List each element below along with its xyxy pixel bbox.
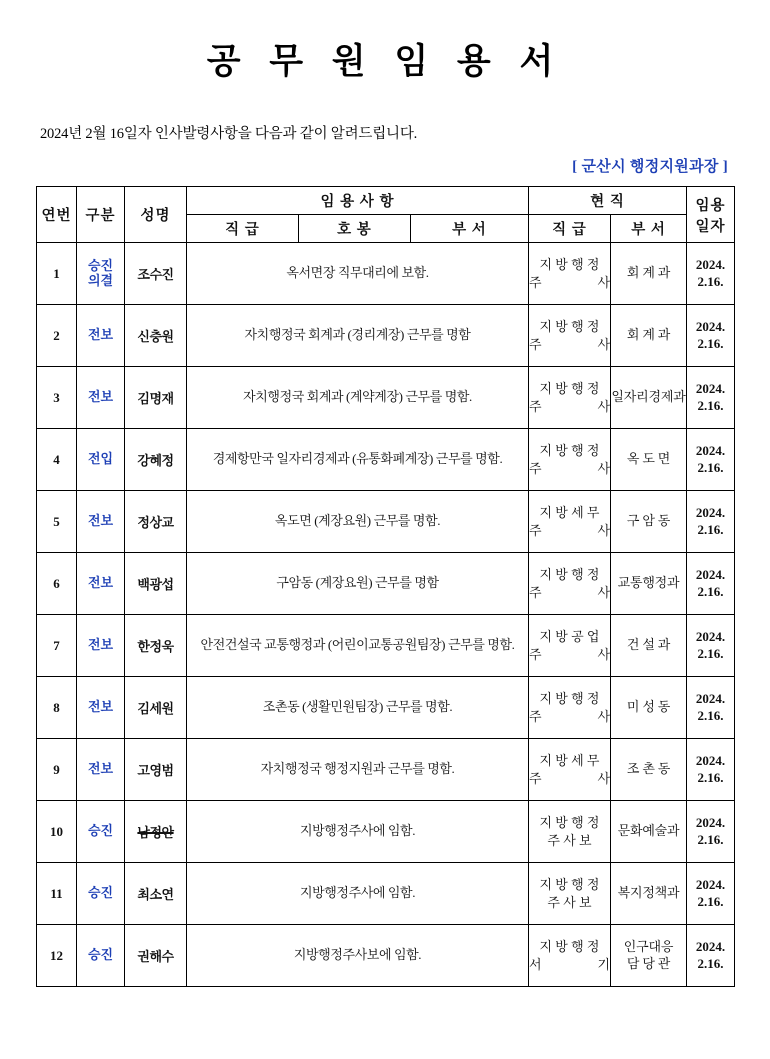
current-jikgeup-line2-left: 주 [529,336,542,352]
current-jikgeup-line2-left: 주 [529,770,542,786]
current-jikgeup-line2-right: 사 [597,336,610,352]
cell-name [125,305,187,367]
cell-name [125,677,187,739]
cell-current-jikgeup [529,429,611,491]
cell-no: 7 [37,615,77,677]
cell-gubun [77,553,125,615]
cell-no: 10 [37,801,77,863]
cell-appointment-detail: 자치행정국 행정지원과 근무를 명함. [187,739,529,801]
cell-name [125,801,187,863]
cell-current-buseo: 복지정책과 [611,863,687,925]
gubun-line1: 승진 [87,257,114,273]
name-text: 백광섭 [137,577,174,592]
cell-no: 4 [37,429,77,491]
current-jikgeup-line1: 지 방 행 정 [539,380,600,396]
cell-name [125,367,187,429]
header-current-jikgeup: 직 급 [529,215,611,243]
current-jikgeup-line2-left: 주 사 보 [547,832,592,848]
table-row [37,739,735,801]
cell-name [125,925,187,987]
cell-current-buseo: 문화예술과 [611,801,687,863]
date-line2: 2.16. [697,459,724,475]
current-jikgeup-line2 [529,336,610,354]
current-jikgeup-line2-left: 주 [529,646,542,662]
issuer-text: [ 군산시 행정지원과장 ] [572,159,728,175]
table-row [37,615,735,677]
cell-date [687,925,735,987]
date-line1: 2024. [695,815,726,831]
gubun-line1: 전보 [87,575,114,591]
cell-date [687,243,735,305]
header-buseo: 부 서 [411,215,529,243]
table-row [37,491,735,553]
current-jikgeup-line1: 지 방 행 정 [539,318,600,334]
cell-date [687,739,735,801]
header-date-line1: 임용 [695,197,726,214]
header-date [687,187,735,243]
cell-no: 12 [37,925,77,987]
cell-gubun [77,677,125,739]
current-jikgeup-line2-right: 사 [597,584,610,600]
name-text: 조수진 [137,267,174,282]
table-row [37,553,735,615]
cell-appointment-detail: 안전건설국 교통행정과 (어린이교통공원팀장) 근무를 명함. [187,615,529,677]
current-jikgeup-line1: 지 방 행 정 [539,814,600,830]
header-date-line2: 일자 [695,218,726,235]
cell-appointment-detail: 옥서면장 직무대리에 보함. [187,243,529,305]
cell-no: 6 [37,553,77,615]
current-jikgeup-line2 [529,894,610,912]
date-line1: 2024. [695,753,726,769]
name-text: 고영범 [137,763,174,778]
gubun-line1: 승진 [87,947,114,963]
name-text: 김세원 [137,701,174,716]
cell-date [687,615,735,677]
cell-no: 8 [37,677,77,739]
cell-current-jikgeup [529,863,611,925]
date-line1: 2024. [695,257,726,273]
current-jikgeup-line2 [529,770,610,788]
cell-date [687,863,735,925]
cell-current-buseo [611,925,687,987]
current-jikgeup-line2 [529,832,610,850]
cell-current-buseo: 구 암 동 [611,491,687,553]
cell-gubun [77,739,125,801]
current-jikgeup-line2 [529,274,610,292]
gubun-line1: 전입 [87,451,114,467]
cell-appointment-detail: 경제항만국 일자리경제과 (유통화폐계장) 근무를 명함. [187,429,529,491]
name-text: 정상교 [137,515,174,530]
cell-date [687,367,735,429]
current-jikgeup-line2 [529,522,610,540]
date-line2: 2.16. [697,521,724,537]
table-row [37,925,735,987]
date-line1: 2024. [695,505,726,521]
cell-name [125,553,187,615]
current-jikgeup-line1: 지 방 세 무 [539,504,600,520]
current-jikgeup-line2-left: 서 [529,956,542,972]
date-line2: 2.16. [697,707,724,723]
current-jikgeup-line2-right: 사 [597,770,610,786]
cell-appointment-detail: 지방행정주사에 임함. [187,863,529,925]
cell-current-jikgeup [529,801,611,863]
current-jikgeup-line2-left: 주 [529,274,542,290]
current-jikgeup-line2-left: 주 [529,584,542,600]
cell-gubun [77,615,125,677]
current-jikgeup-line2-right: 사 [597,708,610,724]
cell-appointment-detail: 지방행정주사보에 임함. [187,925,529,987]
header-jikgeup: 직 급 [187,215,299,243]
current-jikgeup-line2-left: 주 [529,398,542,414]
cell-gubun [77,243,125,305]
cell-current-buseo: 건 설 과 [611,615,687,677]
cell-current-jikgeup [529,925,611,987]
cell-no: 2 [37,305,77,367]
current-jikgeup-line2-right: 사 [597,274,610,290]
name-text: 최소연 [137,887,174,902]
cell-name [125,429,187,491]
cell-current-jikgeup [529,243,611,305]
gubun-line1: 전보 [87,327,114,343]
date-line1: 2024. [695,939,726,955]
date-line1: 2024. [695,567,726,583]
current-jikgeup-line2 [529,460,610,478]
cell-gubun [77,491,125,553]
intro-text: 2024년 2월 16일자 인사발령사항을 다음과 같이 알려드립니다. [40,126,418,142]
cell-current-jikgeup [529,615,611,677]
date-line2: 2.16. [697,955,724,971]
current-jikgeup-line1: 지 방 공 업 [539,628,600,644]
cell-current-buseo: 미 성 동 [611,677,687,739]
cell-current-jikgeup [529,677,611,739]
current-jikgeup-line2 [529,398,610,416]
table-row [37,367,735,429]
cell-gubun [77,925,125,987]
cell-gubun [77,429,125,491]
cell-gubun [77,367,125,429]
cell-date [687,677,735,739]
cell-date [687,553,735,615]
cell-current-buseo: 교통행정과 [611,553,687,615]
cell-date [687,305,735,367]
name-text: 남정안 [137,825,174,840]
current-jikgeup-line2 [529,956,610,974]
header-appointment-group: 임 용 사 항 [187,187,529,215]
date-line1: 2024. [695,877,726,893]
name-text: 신충원 [137,329,174,344]
current-jikgeup-line2 [529,584,610,602]
document-page [0,34,770,1059]
current-buseo-line1: 인구대응 [623,939,674,955]
cell-gubun [77,863,125,925]
header-hobong: 호 봉 [299,215,411,243]
cell-name [125,863,187,925]
cell-appointment-detail: 구암동 (계장요원) 근무를 명함 [187,553,529,615]
gubun-line1: 전보 [87,513,114,529]
current-jikgeup-line1: 지 방 행 정 [539,876,600,892]
cell-date [687,491,735,553]
date-line2: 2.16. [697,769,724,785]
date-line2: 2.16. [697,893,724,909]
current-jikgeup-line2-right: 사 [597,398,610,414]
cell-current-jikgeup [529,367,611,429]
name-text: 김명재 [137,391,174,406]
gubun-line1: 전보 [87,761,114,777]
cell-name [125,491,187,553]
current-jikgeup-line1: 지 방 행 정 [539,256,600,272]
cell-current-buseo: 조 촌 동 [611,739,687,801]
table-row [37,677,735,739]
cell-current-jikgeup [529,305,611,367]
cell-current-buseo: 회 계 과 [611,305,687,367]
current-jikgeup-line1: 지 방 행 정 [539,690,600,706]
gubun-line1: 승진 [87,885,114,901]
date-line2: 2.16. [697,397,724,413]
current-jikgeup-line2-right: 사 [597,522,610,538]
date-line1: 2024. [695,629,726,645]
cell-appointment-detail: 지방행정주사에 임함. [187,801,529,863]
current-jikgeup-line2 [529,646,610,664]
cell-appointment-detail: 자치행정국 회계과 (계약계장) 근무를 명함. [187,367,529,429]
date-line2: 2.16. [697,583,724,599]
header-current-group: 현 직 [529,187,687,215]
cell-current-buseo: 옥 도 면 [611,429,687,491]
cell-current-jikgeup [529,739,611,801]
current-jikgeup-line2-right: 사 [597,460,610,476]
current-jikgeup-line2-left: 주 [529,522,542,538]
cell-appointment-detail: 조촌동 (생활민원팀장) 근무를 명함. [187,677,529,739]
cell-current-jikgeup [529,491,611,553]
cell-name [125,739,187,801]
table-row [37,863,735,925]
current-jikgeup-line2 [529,708,610,726]
date-line2: 2.16. [697,335,724,351]
current-jikgeup-line2-left: 주 [529,460,542,476]
date-line2: 2.16. [697,831,724,847]
current-jikgeup-line1: 지 방 행 정 [539,938,600,954]
page-title: 공 무 원 임 용 서 [206,42,564,81]
appointment-table [36,186,735,987]
date-line1: 2024. [695,443,726,459]
cell-no: 5 [37,491,77,553]
cell-date [687,429,735,491]
cell-no: 11 [37,863,77,925]
table-row [37,429,735,491]
cell-date [687,801,735,863]
gubun-line1: 전보 [87,699,114,715]
current-buseo-line2: 담 당 관 [626,955,671,971]
header-no: 연번 [37,187,77,243]
current-jikgeup-line1: 지 방 세 무 [539,752,600,768]
current-jikgeup-line2-left: 주 [529,708,542,724]
cell-no: 3 [37,367,77,429]
table-body [37,243,735,987]
header-current-buseo: 부 서 [611,215,687,243]
cell-appointment-detail: 자치행정국 회계과 (경리계장) 근무를 명함 [187,305,529,367]
table-header [37,187,735,243]
name-text: 한정욱 [137,639,174,654]
cell-gubun [77,305,125,367]
name-text: 권해수 [137,949,174,964]
table-row [37,243,735,305]
gubun-line1: 전보 [87,389,114,405]
current-jikgeup-line2-right: 기 [597,956,610,972]
cell-gubun [77,801,125,863]
current-jikgeup-line1: 지 방 행 정 [539,566,600,582]
header-name: 성명 [125,187,187,243]
gubun-line1: 전보 [87,637,114,653]
cell-current-buseo: 일자리경제과 [611,367,687,429]
cell-no: 1 [37,243,77,305]
cell-no: 9 [37,739,77,801]
table-row [37,801,735,863]
date-line1: 2024. [695,319,726,335]
gubun-line2: 의결 [87,272,114,288]
date-line2: 2.16. [697,273,724,289]
cell-name [125,615,187,677]
date-line1: 2024. [695,691,726,707]
name-text: 강혜정 [137,453,174,468]
cell-current-jikgeup [529,553,611,615]
gubun-line1: 승진 [87,823,114,839]
current-jikgeup-line2-right: 사 [597,646,610,662]
current-jikgeup-line2-left: 주 사 보 [547,894,592,910]
cell-current-buseo: 회 계 과 [611,243,687,305]
date-line2: 2.16. [697,645,724,661]
date-line1: 2024. [695,381,726,397]
header-gubun: 구분 [77,187,125,243]
cell-appointment-detail: 옥도면 (계장요원) 근무를 명함. [187,491,529,553]
current-jikgeup-line1: 지 방 행 정 [539,442,600,458]
table-row [37,305,735,367]
cell-name [125,243,187,305]
